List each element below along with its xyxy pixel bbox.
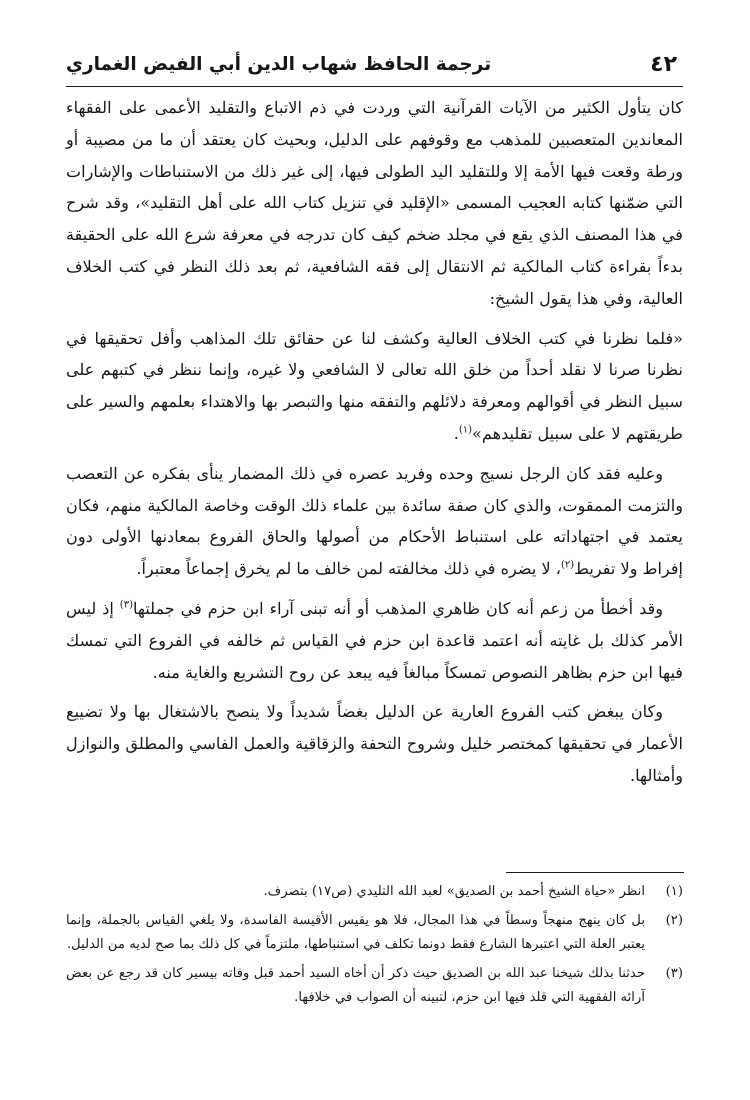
footnote-ref-1[interactable]: (١) [458, 424, 473, 436]
footnote-3 [66, 962, 683, 1009]
paragraph-3-end: ، لا يضره في ذلك مخالفته لمن خالف ما لم يخرق إجماعاً معتبراً. [136, 559, 561, 579]
main-text [66, 92, 683, 792]
paragraph-3-text: وعليه فقد كان الرجل نسيج وحده وفريد عصره في ذلك المضمار ينأى بفكره عن التعصب والتزمت الممقوت، والذي كان صفة سائدة بين علماء ذلك الوقت وخاصة المالكية منهم، فكان يعتمد في اجتهاداته على استنباط الأحكام من أصولها والحاق الفروع بمعادنها الأولى دون إفراط ولا تفريط [66, 463, 683, 579]
page-number: ٤٢ [650, 51, 677, 77]
quote-text: «فلما نظرنا في كتب الخلاف العالية وكشف لنا عن حقائق تلك المذاهب وأفل تحقيقها في نظرنا صرنا لا نقلد أحداً من خلق الله تعالى لا الشافعي ولا غيره، وإنما ننظر في كتبهم على سبيل النظر في أقوالهم ومعرفة دلائلهم والتفقه منها والتبصر بها والاهتداء بعلمهم والسير على طريقتهم لا على سبيل تقليدهم» [66, 328, 683, 443]
footnote-number: (٢) [665, 913, 683, 929]
paragraph-4-end: إذ ليس الأمر كذلك بل غايته أنه اعتمد قاعدة ابن حزم في القياس ثم خالفه في الفروع التي تمسك فيها ابن حزم بظاهر النصوص تمسكاً مبالغاً فيه يبعد عن روح التشريع والغاية منه. [66, 598, 683, 682]
footnote-text: انظر «حياة الشيخ أحمد بن الصديق» لعبد الله التليدي (ص١٧) بتصرف. [263, 884, 645, 899]
footnote-ref-3[interactable]: (٣) [119, 599, 133, 611]
running-title: ترجمة الحافظ شهاب الدين أبي الفيض الغماري [66, 53, 492, 75]
paragraph-4 [66, 593, 683, 688]
quote-paragraph [66, 323, 683, 450]
running-header [66, 42, 683, 87]
footnote-text: بل كان ينهج منهجاً وسطاً في هذا المجال، فلا هو يقيس الأقيسة الفاسدة، ولا يلغي القياس بالجملة، وإنما يعتبر العلة التي اعتبرها الشارع فقط دونما تكلف في استنباطها، ملتزماً في كل ذلك بما صح لديه من الدليل. [66, 913, 645, 952]
footnote-1 [66, 880, 683, 903]
footnote-number: (١) [665, 884, 683, 899]
paragraph-5: وكان يبغض كتب الفروع العارية عن الدليل بغضاً شديداً ولا ينصح بالاشتغال بها ولا تضييع الأعمار في تحقيقها كمختصر خليل وشروح التحفة والزقاقية والعمل الفاسي والمطلق والنوازل وأمثالها. [66, 702, 683, 785]
quote-end: . [453, 423, 459, 443]
footnote-ref-2[interactable]: (٢) [560, 559, 575, 571]
footnotes [66, 880, 683, 1015]
footnote-2 [66, 909, 683, 956]
paragraph-4-text: وقد أخطأ من زعم أنه كان ظاهري المذهب أو أنه تبنى آراء ابن حزم في جملتها [132, 598, 663, 618]
footnote-divider [506, 872, 684, 873]
paragraph-1: كان يتأول الكثير من الآيات القرآنية التي وردت في ذم الاتباع والتقليد الأعمى على الفقهاء المعاندين المتعصبين للمذهب مع وقوفهم على الدليل، وبحيث كان يعتقد أن ما من مصيبة أو ورطة وقعت فيها الأمة إلا وللتقليد اليد الطولى فيها، إلى غير ذلك من الاستنباطات والإشارات التي ضمّنها كتابه العجيب المسمى «الإقليد في تنزيل كتاب الله على أهل التقليد»، وقد شرح في هذا المصنف الذي يقع في مجلد ضخم كيف كان تدرجه في معرفة شرع الله على الحقيقة بدءاً بقراءة كتاب المالكية ثم الانتقال إلى فقه الشافعية، ثم بعد ذلك النظر في كتب الخلاف العالية، وفي هذا يقول الشيخ: [66, 98, 683, 308]
paragraph-3 [66, 458, 683, 585]
footnote-number: (٣) [665, 966, 683, 982]
footnote-text: حدثنا بذلك شيخنا عبد الله بن الصديق حيث ذكر أن أخاه السيد أحمد قبل وفاته بيسير كان قد رجع عن بعض آرائه الفقهية التي قلد فيها ابن حزم، لتبينه أن الصواب في خلافها. [66, 966, 645, 1005]
